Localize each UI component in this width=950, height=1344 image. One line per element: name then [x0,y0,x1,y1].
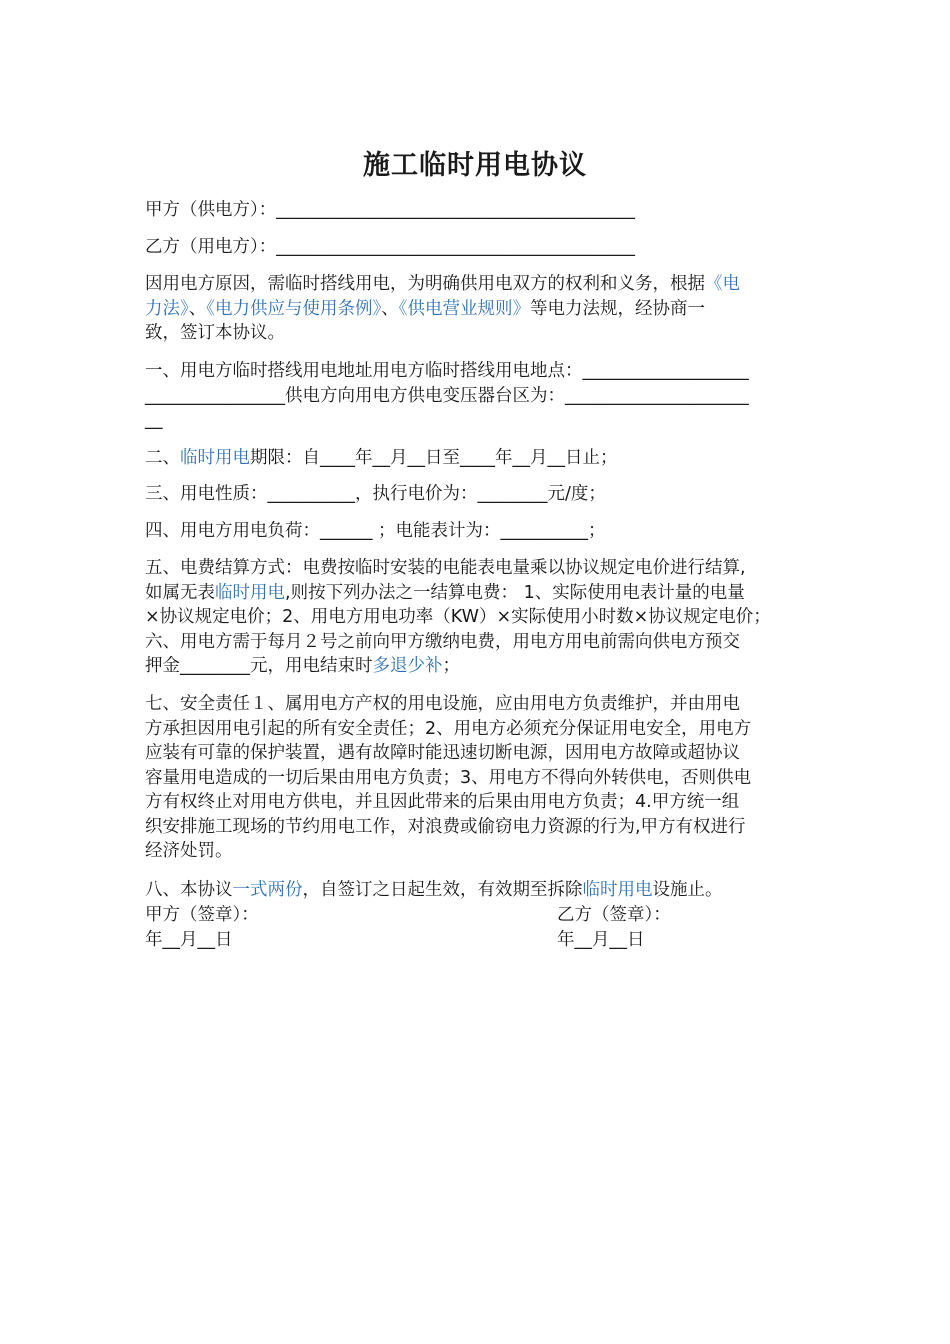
preamble-line-3: 致，签订本协议。 [145,323,285,343]
party-a-seal-label: 甲方（签章）： [145,905,259,925]
clause-2-text: 期限：自____年__月__日至____年__月__日止； [250,448,618,468]
preamble-paragraph [145,272,810,346]
clause-5-text: 如属无表 [145,582,215,603]
clause-1-line-2: ________________供电方向用电方供电变压器台区为：_____________________ [145,385,749,406]
clause-5-6 [145,556,810,679]
clause-6-line-2 [145,654,810,679]
clause-8-text: 八、本协议 [145,880,233,900]
clause-7-line-2: 方承担因用电引起的所有安全责任；2、用电方必须充分保证用电安全，用电方 [145,718,752,739]
clause-5-line-2 [145,581,810,606]
clause-6-text: ； [442,656,460,676]
duplicate-copies-link[interactable]: 一式两份 [232,880,303,900]
clause-8-text: 设施止。 [652,880,723,900]
clause-1 [145,359,810,433]
party-b-line: 乙方（用电方）：_________________________________________ [145,237,635,257]
clause-6-line-1: 六、用电方需于每月２号之前向甲方缴纳电费，用电方用电前需向供电方预交 [145,631,740,652]
clause-4: 四、用电方用电负荷：______ ；电能表计为：__________； [145,521,606,541]
clause-2 [145,446,810,471]
party-a-line: 甲方（供电方）：_________________________________________ [145,200,635,220]
clause-7-line-3: 应装有可靠的保护装置，遇有故障时能迅速切断电源，因用电方故障或超协议 [145,743,740,763]
clause-7-line-1: 七、安全责任１、属用电方产权的用电设施，应由用电方负责维护，并由用电 [145,694,740,714]
document-title: 施工临时用电协议 [363,150,587,181]
clause-6-text: 押金________元，用电结束时 [145,656,373,676]
law-link-electricity[interactable]: 《电 [705,274,740,294]
party-a-signature [145,903,810,952]
clause-7-line-4: 容量用电造成的一切后果由用电方负责；3、用电方不得向外转供电，否则供电 [145,767,752,788]
separator: 、 [381,298,399,319]
party-b-date: 年__月__日 [557,929,645,950]
clause-7-line-6: 织安排施工现场的节约用电工作，对浪费或偷窃电力资源的行为,甲方有权进行 [145,816,746,837]
preamble-text: 等电力法规，经协商一 [530,298,705,319]
preamble-line-1 [145,272,810,297]
clause-7-line-5: 方有权终止对用电方供电，并且因此带来的后果由用电方负责；4.甲方统一组 [145,792,740,812]
party-b-seal-label: 乙方（签章）： [557,905,671,925]
clause-7 [145,692,810,864]
clause-7-line-7: 经济处罚。 [145,841,233,861]
clause-5-line-3: ×协议规定电价；2、用电方用电功率（KW）×实际使用小时数×协议规定电价； [145,607,771,627]
party-a-date: 年__月__日 [145,929,233,950]
law-link-supply-regulation[interactable]: 《电力供应与使用条例》 [206,298,382,319]
clause-3: 三、用电性质：__________，执行电价为：________元/度； [145,484,606,504]
separator: 、 [188,298,207,319]
preamble-line-2 [145,297,810,322]
clause-2-number: 二、 [145,448,180,468]
temp-power-link[interactable]: 临时用电 [582,880,653,900]
temp-power-link[interactable]: 临时用电 [180,448,250,468]
refund-link[interactable]: 多退少补 [372,656,443,676]
clause-8-text: ，自签订之日起生效，有效期至拆除 [302,880,583,900]
clause-5-text: ,则按下列办法之一结算电费： 1、实际使用电表计量的电量 [285,582,745,603]
clause-5-line-1: 五、电费结算方式：电费按临时安装的电能表电量乘以协议规定电价进行结算, [145,558,746,578]
temp-power-link[interactable]: 临时用电 [215,582,285,603]
preamble-text: 因用电方原因，需临时搭线用电，为明确供用电双方的权利和义务，根据 [145,274,705,294]
clause-1-line-3: __ [145,410,163,430]
law-link-electricity-cont[interactable]: 力法》 [145,298,189,319]
party-b-signature [557,903,671,952]
law-link-business-rules[interactable]: 《供电营业规则》 [398,298,530,319]
clause-1-line-1: 一、用电方临时搭线用电地址用电方临时搭线用电地点：___________________ [145,361,749,381]
clause-8 [145,878,810,903]
